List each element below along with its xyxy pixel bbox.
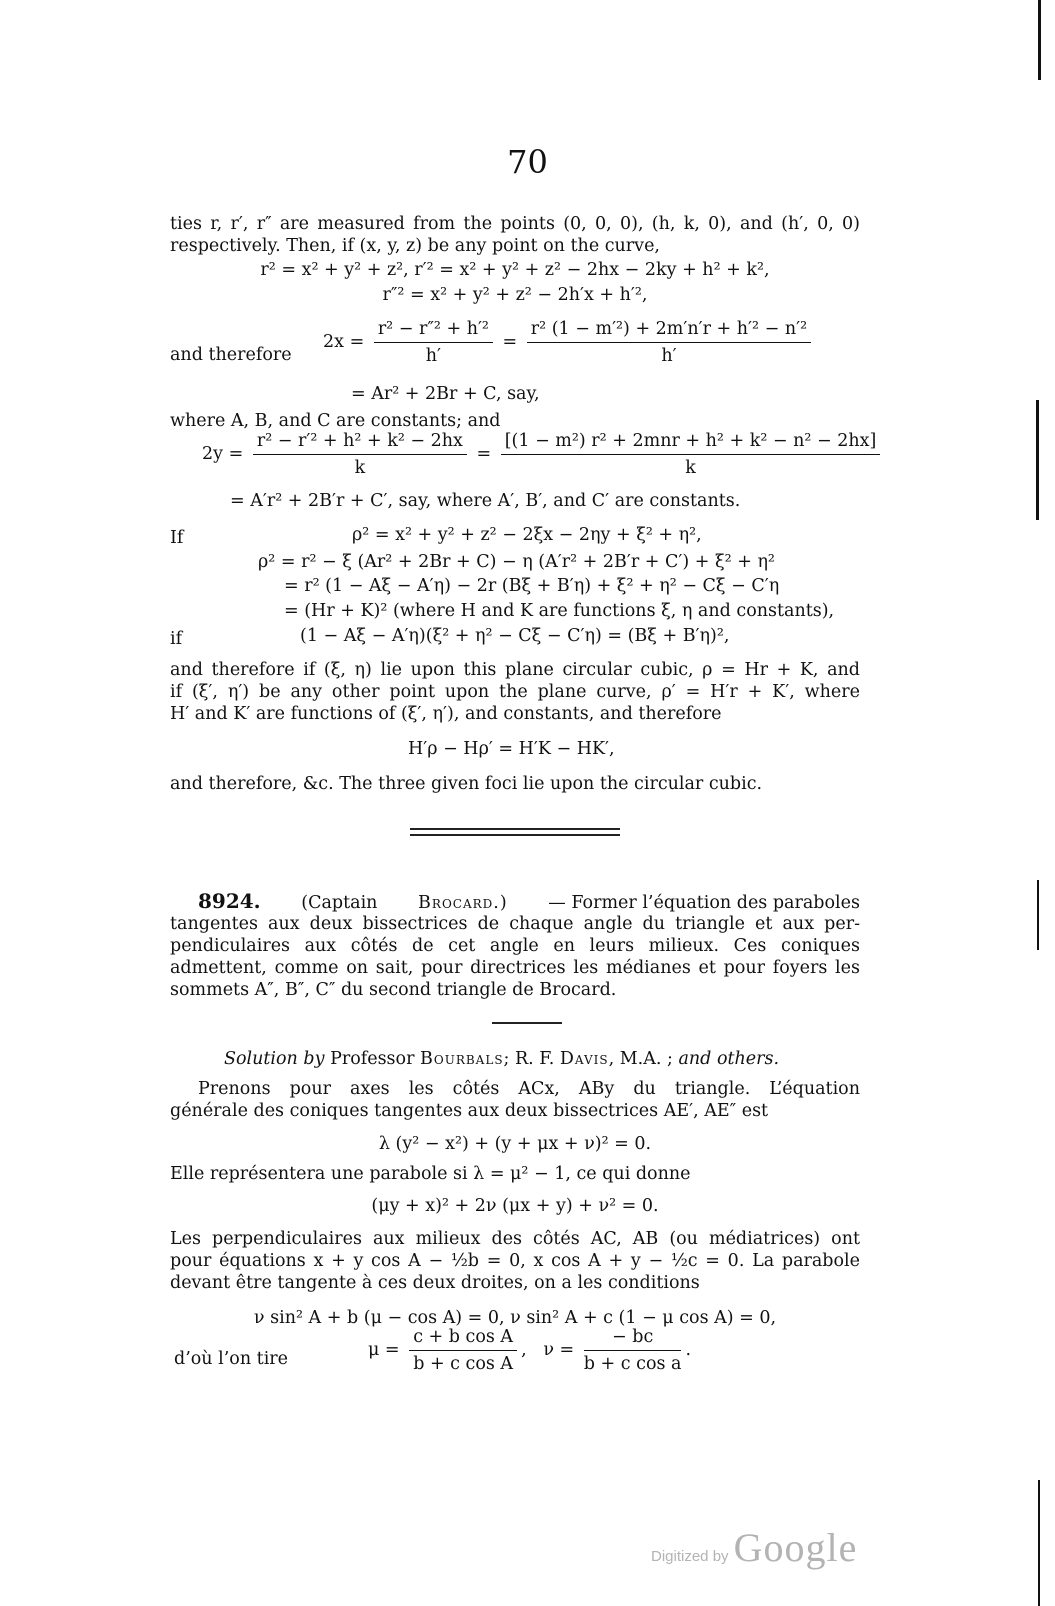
denominator: b + c cos a — [583, 1354, 682, 1374]
text-line: Elle représentera une parabole si λ = μ² − 1, ce qui donne — [170, 1164, 691, 1184]
equation: = r² (1 − Aξ − A′η) − 2r (Bξ + B′η) + ξ² + η² − Cξ − C′η — [284, 576, 780, 596]
text-line: ties r, r′, r″ are measured from the points (0, 0, 0), (h, k, 0), and (h′, 0, 0) — [170, 214, 860, 234]
google-logo: Google — [733, 1525, 858, 1570]
text-line: and therefore if (ξ, η) lie upon this plane circular cubic, ρ = Hr + K, and — [170, 660, 860, 680]
text-line: sommets A″, B″, C″ du second triangle de Brocard. — [170, 980, 617, 1000]
text-line: devant être tangente à ces deux droites, on a les conditions — [170, 1273, 700, 1293]
text-line: générale des coniques tangentes aux deux bissectrices AE′, AE″ est — [170, 1101, 769, 1121]
fraction — [409, 1326, 517, 1375]
denominator: k — [685, 458, 696, 478]
page-edge-mark — [1038, 1480, 1040, 1606]
equation: (μy + x)² + 2ν (μx + y) + ν² = 0. — [371, 1196, 659, 1216]
period: . — [685, 1340, 692, 1360]
page-edge-mark — [1036, 400, 1039, 520]
denominator: h′ — [661, 346, 677, 366]
page-edge-mark — [1037, 880, 1039, 950]
text-line: respectively. Then, if (x, y, z) be any point on the curve, — [170, 236, 660, 256]
numerator: r² (1 − m′²) + 2m′n′r + h′² − n′² — [527, 318, 811, 343]
solution-byline — [224, 1048, 779, 1070]
equation: H′ρ − Hρ′ = H′K − HK′, — [408, 739, 615, 759]
and-others: and others. — [678, 1049, 780, 1069]
problem-heading-line — [198, 890, 860, 914]
equals: = — [476, 444, 492, 464]
text-line: If — [170, 528, 184, 548]
equation: = (Hr + K)² (where H and K are functions ξ, η and constants), — [284, 601, 835, 621]
denominator: h′ — [425, 346, 441, 366]
numerator: − bc — [584, 1326, 682, 1351]
equation-lhs: 2x = — [323, 332, 365, 352]
equation: ν sin² A + b (μ − cos A) = 0, ν sin² A + c (1 − μ cos A) = 0, — [253, 1308, 777, 1328]
equation: ρ² = r² − ξ (Ar² + 2Br + C) − η (A′r² + 2B′r + C′) + ξ² + η² — [258, 552, 775, 572]
numerator: c + b cos A — [409, 1326, 517, 1351]
text-line: pour équations x + y cos A − ½b = 0, x cos A + y − ½c = 0. La parabole — [170, 1251, 860, 1271]
title: Professor — [330, 1049, 415, 1069]
separator-rule — [410, 834, 620, 836]
text-line: where A, B, and C are constants; and — [170, 411, 501, 431]
fraction — [374, 318, 493, 367]
denominator: k — [354, 458, 366, 478]
text-line: Les perpendiculaires aux milieux des côtés AC, AB (ou médiatrices) ont — [170, 1229, 860, 1249]
denominator: b + c cos A — [413, 1354, 514, 1374]
equation: λ (y² − x²) + (y + μx + ν)² = 0. — [378, 1134, 652, 1154]
text-line: and therefore — [170, 345, 292, 365]
numerator: r² − r′² + h² + k² − 2hx — [253, 430, 467, 455]
numerator: [(1 − m²) r² + 2mnr + h² + k² − n² − 2hx] — [501, 430, 881, 455]
degree: , M.A. ; — [608, 1049, 673, 1069]
equation-lhs: 2y = — [202, 444, 244, 464]
text-line: Prenons pour axes les côtés ACx, ABy du triangle. L’équation — [198, 1079, 860, 1099]
equation-lhs: μ = — [368, 1340, 400, 1360]
separator-rule — [410, 828, 620, 830]
author-open: (Captain — [301, 893, 378, 913]
text-line: tangentes aux deux bissectrices de chaque angle du triangle et aux per- — [170, 914, 860, 934]
page-number: 70 — [507, 143, 548, 181]
problem-number: 8924. — [198, 889, 261, 913]
equation: (1 − Aξ − A′η)(ξ² + η² − Cξ − C′η) = (Bξ + B′η)², — [300, 626, 730, 646]
fraction — [253, 430, 467, 479]
equation-lhs: ν = — [543, 1340, 575, 1360]
text-line: pendiculaires aux côtés de cet angle en leurs milieux. Ces coniques — [170, 936, 860, 956]
equation: r² = x² + y² + z², r′² = x² + y² + z² − 2hx − 2ky + h² + k², — [260, 260, 770, 280]
author-name: Davis — [559, 1049, 609, 1069]
equation-fraction — [202, 430, 884, 479]
author-name: Brocard.) — [418, 893, 508, 913]
fraction — [584, 1326, 682, 1375]
equation-fraction — [368, 1326, 691, 1375]
page-edge-mark — [1038, 0, 1041, 80]
comma: , — [521, 1340, 527, 1360]
separator: ; R. F. — [503, 1049, 555, 1069]
text-line: admettent, comme on sait, pour directrices les médianes et pour foyers les — [170, 958, 860, 978]
fraction — [501, 430, 881, 479]
text-line: d’où l’on tire — [174, 1349, 289, 1369]
numerator: r² − r″² + h′² — [374, 318, 493, 343]
equation: r″² = x² + y² + z² − 2h′x + h′², — [382, 285, 648, 305]
digitized-by-google-watermark — [651, 1524, 857, 1571]
digitized-by-label: Digitized by — [651, 1548, 729, 1565]
fraction — [527, 318, 811, 367]
equation-fraction — [323, 318, 815, 367]
text-line: H′ and K′ are functions of (ξ′, η′), and constants, and therefore — [170, 704, 722, 724]
equation: = Ar² + 2Br + C, say, — [351, 384, 540, 404]
short-rule — [492, 1022, 562, 1024]
text-line: if (ξ′, η′) be any other point upon the plane curve, ρ′ = H′r + K′, where — [170, 682, 860, 702]
problem-text: — Former l’équation des paraboles — [548, 893, 860, 913]
text-line: if — [170, 629, 183, 649]
solution-by: Solution by — [224, 1049, 325, 1069]
equals: = — [502, 332, 518, 352]
equation: = A′r² + 2B′r + C′, say, where A′, B′, and C′ are constants. — [230, 491, 741, 511]
text-line: and therefore, &c. The three given foci lie upon the circular cubic. — [170, 774, 763, 794]
author-name: Bourbals — [420, 1049, 504, 1069]
equation: ρ² = x² + y² + z² − 2ξx − 2ηy + ξ² + η², — [352, 525, 702, 545]
